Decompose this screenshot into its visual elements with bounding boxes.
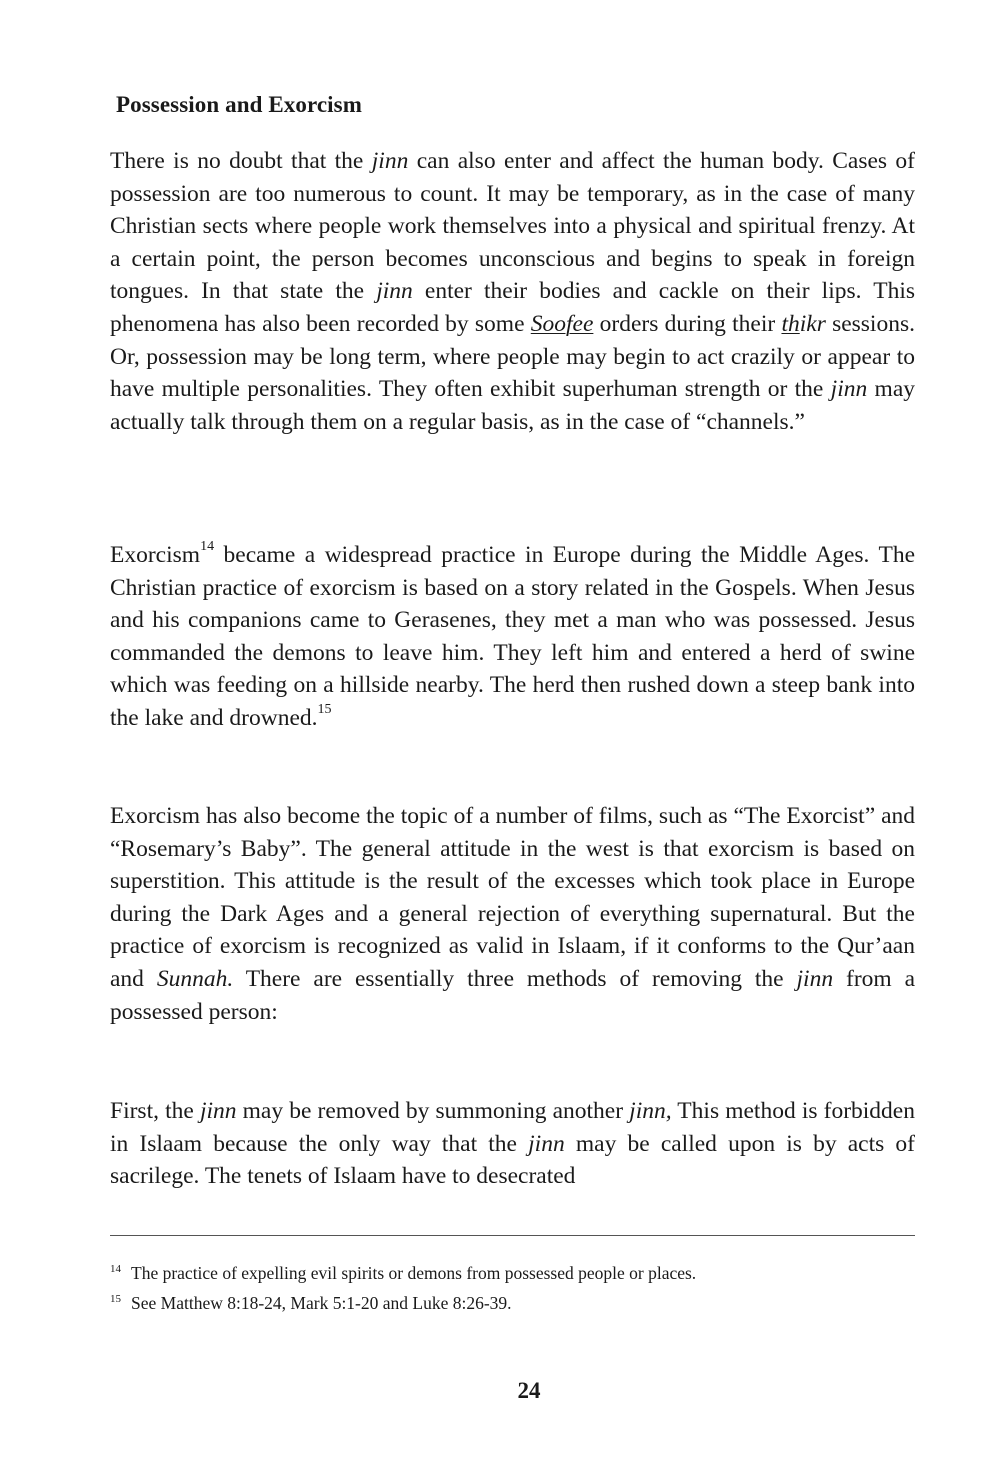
text-run: sessions. Or, possession may be long term, where people may begin to act crazily or appear to have multiple personalities. They often exhibit superhuman strength or the [110,310,915,403]
footnote-ref-15[interactable]: 15 [317,702,332,718]
text-run: orders during their [593,310,782,337]
italic-term: jinn [830,376,868,403]
text-run: may actually talk through them on a regular basis, as in the case of “channels.” [110,376,915,435]
paragraph-possession [110,145,915,438]
footnote-divider [110,1235,915,1236]
text-run: First, the [110,1098,200,1124]
text-run: This method is forbidden in Islaam because the only way that the [110,1098,915,1157]
text-run: from a possessed person: [110,965,916,1025]
text-run: may be called upon is by acts of sacrilege. The tenets of Islaam have to desecrated [110,1130,915,1190]
text-run: ikr [799,310,826,337]
italic-term: Sunnah. [156,965,234,992]
italic-term-soofee: Soofee [530,310,594,337]
text-run: Exorcism has also become the topic of a number of films, such as “The Exorcist” and “Rosemary’s Baby”. The general attitude in the west is that exorcism is based on superstition. This attitude is the result of the excesses which took place in Europe during the Dark Ages and a general rejection of everything supernatural. But the practice of exorcism is recognized as valid in Islaam, if it conforms to the Qur’aan and [110,803,915,992]
book-page [110,0,915,1457]
italic-term: jinn [528,1130,565,1157]
paragraph-first-method [110,1095,915,1193]
footnote-ref-14[interactable]: 14 [200,539,215,555]
text-run: can also enter and affect the human body. Cases of possession are too numerous to count. It may be temporary, as in the case of many Christian sects where people work themselves into a physical and spiritual frenzy. At a certain point, the person becomes unconscious and begins to speak in foreign tongues. In that state the [110,148,916,305]
section-heading: Possession and Exorcism [116,92,362,117]
text-run: enter their bodies and cackle on their lips. This phenomena has also been recorded by some [110,278,915,337]
text-run: may be removed by summoning another [236,1098,630,1124]
paragraph-exorcism-films [110,800,915,1028]
footnote-14 [110,1258,915,1288]
text-run: There is no doubt that the [110,148,372,174]
text-run: There are essentially three methods of removing the [233,965,797,992]
footnote-text: The practice of expelling evil spirits or demons from possessed people or places. [131,1263,697,1283]
underlined-letters: th [781,310,800,337]
footnote-15 [110,1288,915,1318]
italic-term-thikr [781,311,825,337]
italic-term: jinn [199,1098,237,1124]
paragraph-exorcism-history [110,539,915,735]
italic-term: jinn [371,148,409,174]
footnote-text: See Matthew 8:18-24, Mark 5:1-20 and Luke 8:26-39. [131,1293,512,1313]
italic-term: jinn [376,278,413,305]
italic-term: jinn [796,965,834,992]
footnote-number: 15 [110,1293,121,1306]
text-run: became a widespread practice in Europe during the Middle Ages. The Christian practice of exorcism is based on a story related in the Gospels. When Jesus and his companions came to Gerasenes, they met a man who was possessed. Jesus commanded the demons to leave him. They left him and entered a herd of swine which was feeding on a hillside nearby. The herd then rushed down a steep bank into the lake and drowned. [110,542,915,731]
footnotes [110,1258,915,1318]
page-number: 24 [517,1378,541,1403]
text-run: Exorcism [110,542,201,568]
italic-term: jinn, [629,1098,672,1124]
footnote-number: 14 [110,1263,121,1276]
